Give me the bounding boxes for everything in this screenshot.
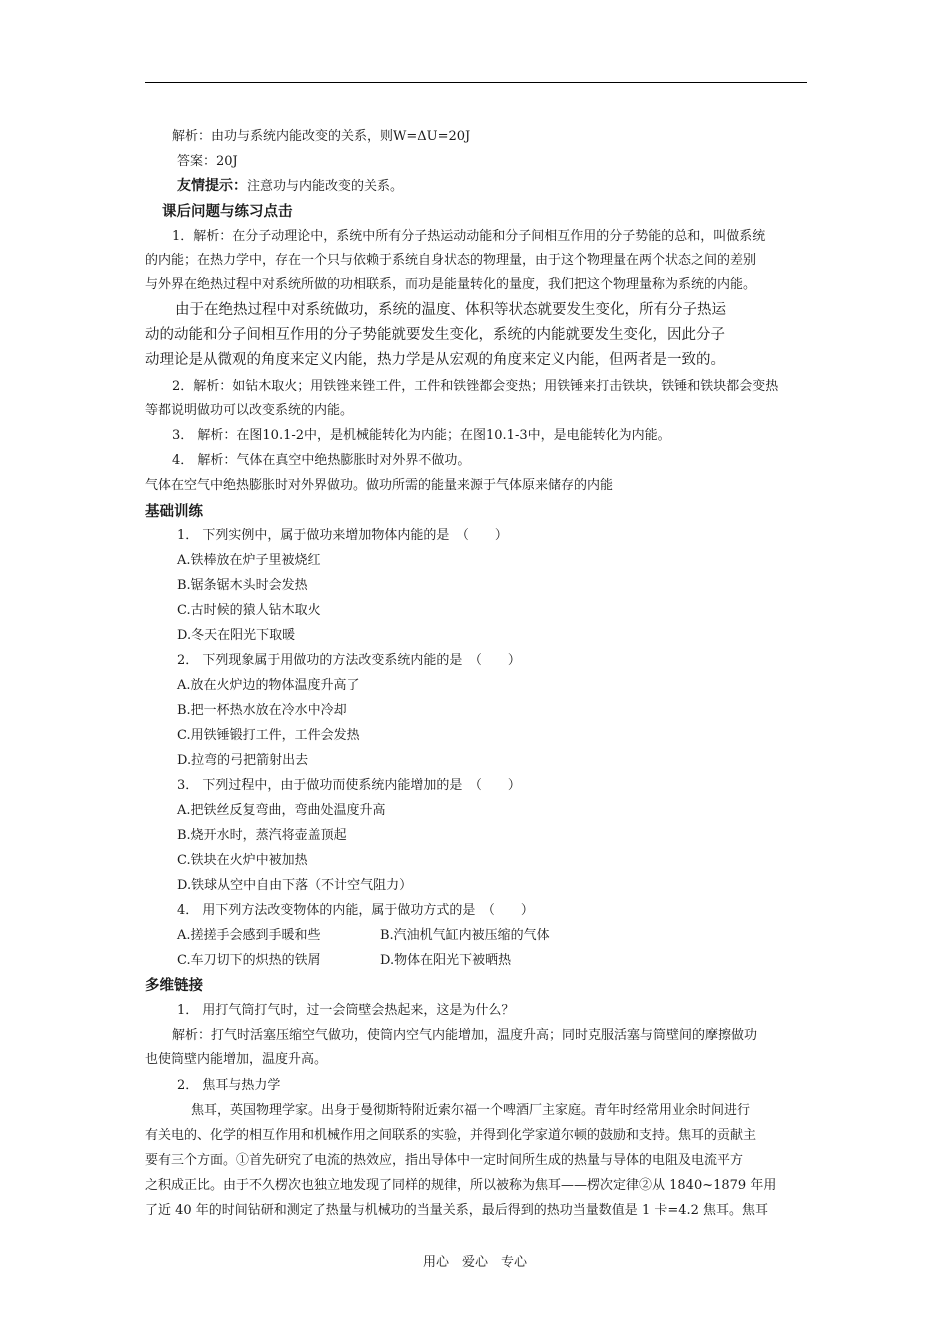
paragraph-line: 2．解析：如钻木取火；用铁锉来锉工件，工件和铁锉都会变热；用铁锤来打击铁块，铁锤和铁块都会变热 (172, 379, 779, 394)
paragraph-line: 有关电的、化学的相互作用和机械作用之间联系的实验，并得到化学家道尔顿的鼓励和支持。焦耳的贡献主 (145, 1128, 757, 1143)
question-option: A.搓搓手会感到手暖和些 (177, 928, 321, 943)
question-option: A.铁棒放在炉子里被烧红 (177, 553, 321, 568)
question-option: A.把铁丝反复弯曲，弯曲处温度升高 (177, 803, 386, 818)
question-stem: 3． 下列过程中，由于做功而使系统内能增加的是 （ ） (177, 778, 521, 793)
paragraph-line: 的内能；在热力学中，存在一个只与依赖于系统自身状态的物理量，由于这个物理量在两个状态之间的差别 (145, 253, 757, 268)
question-option: C.车刀切下的炽热的铁屑 (177, 953, 321, 968)
question-option: B.把一杯热水放在冷水中冷却 (177, 703, 347, 718)
section-heading-exercises: 课后问题与练习点击 (162, 204, 293, 220)
question-option: D.铁球从空中自由下落（不计空气阻力） (177, 878, 413, 893)
analysis-line: 解析：由功与系统内能改变的关系，则W=ΔU=20J (172, 129, 471, 144)
paragraph-line: 2． 焦耳与热力学 (177, 1078, 281, 1093)
question-option: D.拉弯的弓把箭射出去 (177, 753, 309, 768)
paragraph-line: 也使筒壁内能增加，温度升高。 (145, 1052, 328, 1067)
header-rule (145, 82, 807, 83)
paragraph-line: 3． 解析：在图10.1-2中，是机械能转化为内能；在图10.1-3中，是电能转化为内能。 (172, 428, 671, 443)
question-stem: 4． 用下列方法改变物体的内能，属于做功方式的是 （ ） (177, 903, 534, 918)
hint-line (177, 178, 403, 195)
question-option: C.铁块在火炉中被加热 (177, 853, 308, 868)
question-stem: 2． 下列现象属于用做功的方法改变系统内能的是 （ ） (177, 653, 521, 668)
question-option: D.物体在阳光下被晒热 (380, 953, 512, 968)
paragraph-line: 与外界在绝热过程中对系统所做的功相联系，而功是能量转化的量度，我们把这个物理量称为系统的内能。 (145, 277, 757, 292)
paragraph-line: 动理论是从微观的角度来定义内能，热力学是从宏观的角度来定义内能，但两者是一致的。 (145, 352, 725, 368)
hint-label: 友情提示： (177, 178, 247, 194)
question-option: C.用铁锤锻打工件，工件会发热 (177, 728, 360, 743)
question-option: B.锯条锯木头时会发热 (177, 578, 308, 593)
question-option: C.古时候的猿人钻木取火 (177, 603, 321, 618)
paragraph-line: 之积成正比。由于不久楞次也独立地发现了同样的规律，所以被称为焦耳——楞次定律②从 1840~1879 年用 (145, 1178, 777, 1193)
question-stem: 1． 下列实例中，属于做功来增加物体内能的是 （ ） (177, 528, 508, 543)
page-footer: 用心 爱心 专心 (422, 1255, 527, 1270)
section-heading-links: 多维链接 (145, 978, 203, 994)
answer-line: 答案：20J (177, 154, 238, 169)
question-option: B.汽油机气缸内被压缩的气体 (380, 928, 550, 943)
question-option: A.放在火炉边的物体温度升高了 (177, 678, 360, 693)
paragraph-line: 4． 解析：气体在真空中绝热膨胀时对外界不做功。 (172, 453, 471, 468)
paragraph-line: 1． 用打气筒打气时，过一会筒壁会热起来，这是为什么？ (177, 1003, 515, 1018)
paragraph-line: 等都说明做功可以改变系统的内能。 (145, 403, 354, 418)
paragraph-line: 动的动能和分子间相互作用的分子势能就要发生变化，系统的内能就要发生变化，因此分子 (145, 327, 725, 343)
question-option: B.烧开水时，蒸汽将壶盖顶起 (177, 828, 347, 843)
paragraph-line: 气体在空气中绝热膨胀时对外界做功。做功所需的能量来源于气体原来储存的内能 (145, 478, 614, 493)
question-option: D.冬天在阳光下取暖 (177, 628, 296, 643)
paragraph-line: 了近 40 年的时间钻研和测定了热量与机械功的当量关系，最后得到的热功当量数值是 1 卡=4.2 焦耳。焦耳 (145, 1203, 769, 1218)
paragraph-line: 1．解析：在分子动理论中，系统中所有分子热运动动能和分子间相互作用的分子势能的总和，叫做系统 (172, 229, 766, 244)
paragraph-line: 焦耳，英国物理学家。出身于曼彻斯特附近索尔福一个啤酒厂主家庭。青年时经常用业余时间进行 (191, 1103, 751, 1118)
section-heading-basic-training: 基础训练 (145, 504, 203, 520)
paragraph-line: 由于在绝热过程中对系统做功，系统的温度、体积等状态就要发生变化，所有分子热运 (175, 302, 726, 318)
hint-text: 注意功与内能改变的关系。 (247, 179, 404, 194)
paragraph-line: 解析：打气时活塞压缩空气做功，使筒内空气内能增加，温度升高；同时克服活塞与筒壁间的摩擦做功 (172, 1028, 758, 1043)
paragraph-line: 要有三个方面。①首先研究了电流的热效应，指出导体中一定时间所生成的热量与导体的电阻及电流平方 (145, 1153, 744, 1168)
